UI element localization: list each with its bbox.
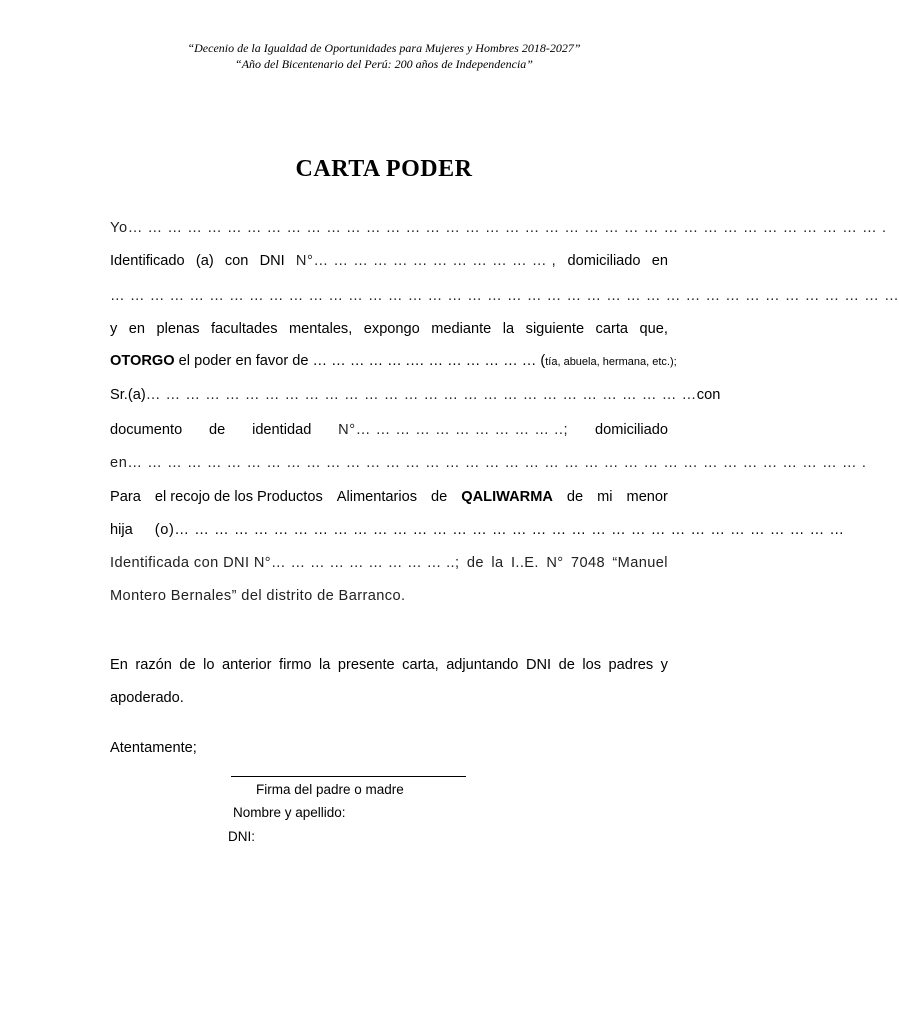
word: “Manuel [612, 555, 668, 571]
word: plenas [156, 321, 200, 337]
word: domiciliado [594, 422, 668, 438]
paragraph-2-line-2: apoderado. [110, 690, 184, 706]
word: presente [337, 657, 395, 673]
body-line-1: Yo… … … … … … … … … … … … … … … … … … … … … … … … … … … … … … … … … … … … … … . [110, 220, 887, 236]
body-line-2 [110, 251, 668, 271]
word: Sr. [110, 387, 128, 403]
otorgo-text: OTORGO [110, 353, 175, 369]
word: DNI [259, 253, 285, 269]
word: firmo [279, 657, 312, 673]
word: lo [203, 657, 215, 673]
word: razón [135, 657, 172, 673]
word: (a) [195, 253, 214, 269]
word: 7048 [570, 555, 605, 571]
word: I..E. [510, 555, 539, 571]
word: de [558, 657, 575, 673]
word: de [566, 489, 584, 505]
word: identidad [252, 422, 312, 438]
word: mediante [431, 321, 492, 337]
body-line-5 [110, 351, 677, 372]
body-line-9 [110, 487, 668, 507]
word: de [466, 555, 484, 571]
word: padres [608, 657, 654, 673]
word: adjuntando [446, 657, 519, 673]
word: N° [546, 555, 564, 571]
closing-text: Atentamente; [110, 740, 197, 756]
header-line-2: “Año del Bicentenario del Perú: 200 años de Independencia” [235, 57, 533, 71]
word: y [660, 657, 668, 673]
relation-hint: tía, abuela, hermana, etc.); [545, 356, 677, 368]
body-line-12: Montero Bernales” del distrito de Barranco. [110, 588, 406, 604]
word: de [179, 657, 196, 673]
word: mi [597, 489, 613, 505]
body-line-11 [110, 553, 668, 573]
paragraph-2-line-1 [110, 655, 668, 675]
word: domiciliado [567, 253, 641, 269]
body-line-3: … … … … … … … … … … … … … … … … … … … … … … … … … … … … … … … … … … … … … … … … [110, 288, 899, 304]
signature-label: Firma del padre o madre [256, 782, 404, 797]
word: expongo [363, 321, 420, 337]
word: documento [110, 422, 183, 438]
word: menor [626, 489, 668, 505]
document-title: CARTA PODER [295, 156, 473, 182]
word: Alimentarios [336, 489, 418, 505]
word: carta, [402, 657, 439, 673]
word: facultades [211, 321, 278, 337]
word: En [110, 657, 128, 673]
qaliwarma-text: QALIWARMA [461, 489, 553, 505]
word: … … … … … … … … … … … … … … … … … … … … … … … … … … … … [145, 387, 697, 403]
word: de [431, 489, 448, 505]
word: (o)… … … … … … … … … … … … … … … … … … … … … … … … … … … … … … … … … … [154, 522, 845, 538]
header-line-1: “Decenio de la Igualdad de Oportunidades para Mujeres y Hombres 2018-2027” [187, 41, 581, 55]
word: en [128, 321, 146, 337]
word: carta [595, 321, 628, 337]
dni-label: DNI: [228, 829, 255, 844]
favor-text: el poder en favor de … … … … … .… … … … … … … ( [174, 353, 546, 369]
word: mentales, [289, 321, 353, 337]
word: los [582, 657, 601, 673]
word: Para [110, 489, 141, 505]
word: con [696, 387, 721, 403]
word: N°… … … … … … … … … … … … , [295, 253, 557, 269]
body-line-10 [110, 520, 845, 540]
body-line-4 [110, 319, 668, 339]
word: la [491, 555, 504, 571]
word: anterior [222, 657, 272, 673]
word: en [651, 253, 668, 269]
word: con [224, 253, 249, 269]
name-label: Nombre y apellido: [233, 805, 346, 820]
word: DNI [525, 657, 552, 673]
body-line-8: en… … … … … … … … … … … … … … … … … … … … … … … … … … … … … … … … … … … … … . [110, 455, 867, 471]
word: hija [110, 522, 133, 538]
body-line-7 [110, 420, 668, 440]
word: la [318, 657, 331, 673]
word: Identificado [110, 253, 185, 269]
word: siguiente [525, 321, 585, 337]
signature-line [231, 776, 466, 777]
body-line-6 [110, 385, 721, 405]
word: de [209, 422, 226, 438]
word: que, [639, 321, 668, 337]
word: y [110, 321, 118, 337]
word: el recojo de los Productos [154, 489, 323, 505]
word: N°… … … … … … … … … … ..; [338, 422, 569, 438]
word: (a) [127, 387, 146, 403]
word: Identificada con DNI N°… … … … … … … … … ..; [110, 555, 460, 571]
word: la [502, 321, 515, 337]
